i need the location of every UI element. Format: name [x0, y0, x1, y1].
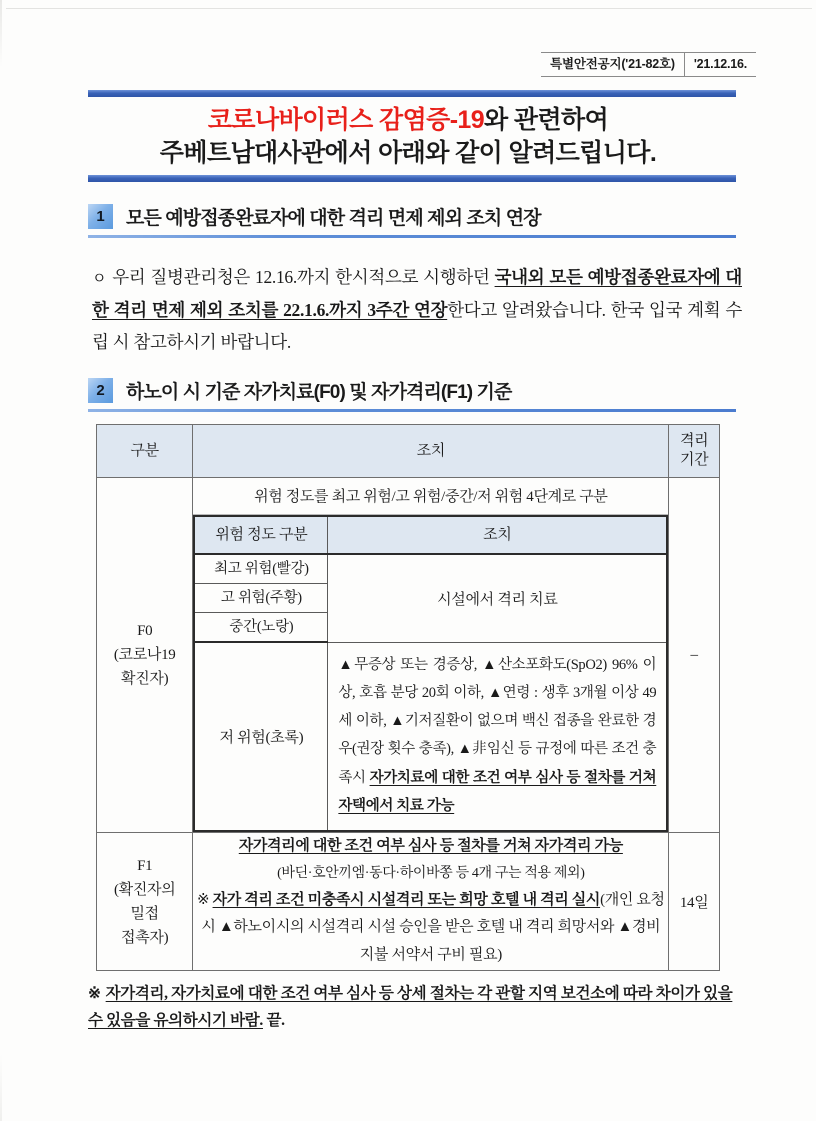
- title-rule-top: [88, 90, 736, 97]
- header-period-line1: 격리: [679, 433, 709, 450]
- risk-table-head: [194, 516, 667, 554]
- table-row: [194, 642, 667, 831]
- f1-label-line4: 접촉자): [121, 929, 169, 946]
- risk-level-high: 고 위험(주황): [194, 584, 328, 613]
- f0-label-line2: (코로나19: [113, 647, 176, 664]
- table-row: [97, 478, 720, 833]
- footnote-tail: 끝.: [266, 1012, 285, 1030]
- risk-header-level: 위험 정도 구분: [194, 516, 328, 554]
- footnote-emphasis: 자가격리, 자가치료에 대한 조건 여부 심사 등 상세 절차는 각 관할 지역 보건소에 따라 차이가 있을 수 있음을 유의하시기 바람.: [88, 985, 733, 1030]
- f1-line-1: [193, 833, 668, 861]
- title-line-1: [0, 104, 816, 137]
- low-measure-part1: ▲무증상 또는 경증상, ▲산소포화도(SpO2) 96% 이상, 호흡 분당 20회 이하, ▲연령 : 생후 3개월 이상 49세 이하, ▲기저질환이 없으며 백신 접종을 완료한 경우(권장 횟수 충족), ▲非임신 등 규정에 따른 조건 충족시: [338, 656, 657, 786]
- section-heading-1: [88, 203, 736, 238]
- scan-top-artifact: [6, 8, 812, 9]
- bullet-marker: ㅇ: [92, 271, 107, 287]
- section-1-paragraph: [92, 261, 742, 359]
- risk-level-medium: 중간(노랑): [194, 613, 328, 643]
- risk-table-body: [194, 554, 667, 831]
- risk-measure-low: [328, 642, 667, 831]
- f1-line-3-rest: (개인 요청시 ▲하노이시의 시설격리 시설 승인을 받은 호텔 내 격리 희망서와 ▲경비 지불 서약서 구비 필요): [201, 891, 665, 964]
- table-body: [97, 478, 720, 971]
- table-head: [97, 425, 720, 478]
- row-label-f1: [97, 833, 193, 971]
- section-title-1: 모든 예방접종완료자에 대한 격리 면제 제외 조치 연장: [126, 208, 541, 229]
- section-badge-2: 2: [88, 378, 113, 403]
- criteria-table: [96, 424, 720, 971]
- low-measure-emphasis: 자가치료에 대한 조건 여부 심사 등 절차를 거쳐 자택에서 치료 가능: [338, 769, 657, 814]
- row-label-f0: [97, 478, 193, 833]
- risk-header-measure: 조치: [328, 516, 667, 554]
- footnote-mark: ※: [88, 985, 101, 1002]
- f0-period: –: [669, 478, 720, 833]
- footnote: [88, 980, 748, 1034]
- title-highlight: 코로나바이러스 감염증-19: [207, 106, 485, 134]
- header-measure: 조치: [193, 425, 669, 478]
- title-rule-bottom: [88, 175, 736, 182]
- notice-header-stamp: [541, 52, 756, 77]
- section-heading-2: [88, 377, 736, 412]
- paragraph-pre: 우리 질병관리청은 12.16.까지 한시적으로 시행하던: [112, 267, 495, 287]
- title-line-2: 주베트남대사관에서 아래와 같이 알려드립니다.: [159, 138, 657, 167]
- paragraph-post: 한다고 알려왔습니다. 한국 입국 계획 수립 시 참고하시기 바랍니다.: [92, 299, 742, 353]
- table-header-row: [97, 425, 720, 478]
- f1-label-line1: F1: [137, 857, 153, 874]
- f1-line-1-emphasis: 자가격리에 대한 조건 여부 심사 등 절차를 거쳐 자가격리 가능: [238, 838, 623, 855]
- f1-measure-cell: [193, 833, 669, 971]
- header-period: [669, 425, 720, 478]
- table-row: [194, 554, 667, 584]
- f1-line-3-mark: ※: [196, 891, 210, 908]
- f1-line-2: (바딘·호안끼엠·동다·하이바쫑 등 4개 구는 적용 제외): [277, 865, 585, 881]
- f0-label-line3: 확진자): [121, 671, 169, 688]
- header-category: 구분: [97, 425, 193, 478]
- risk-level-low: 저 위험(초록): [194, 642, 328, 831]
- risk-measure-facility: 시설에서 격리 치료: [328, 554, 667, 642]
- risk-level-highest: 최고 위험(빨강): [194, 554, 328, 584]
- section-title-2: 하노이 시 기준 자가치료(F0) 및 자가격리(F1) 기준: [126, 382, 512, 403]
- notice-number: 특별안전공지('21-82호): [541, 53, 685, 76]
- risk-header-row: [194, 516, 667, 554]
- page-title: [0, 104, 816, 169]
- notice-date: '21.12.16.: [693, 57, 747, 71]
- f1-label-line2: (확진자의: [113, 881, 176, 898]
- paragraph-emphasis: 국내외 모든 예방접종완료자에 대한 격리 면제 제외 조치를 22.1.6.까지 3주간 연장: [92, 267, 742, 320]
- header-period-line2: 기간: [679, 452, 709, 468]
- f0-band-note: 위험 정도를 최고 위험/고 위험/중간/저 위험 4단계로 구분: [193, 478, 668, 515]
- section-badge-1: 1: [88, 204, 113, 229]
- f0-label-line1: F0: [137, 623, 153, 640]
- risk-level-table: [193, 515, 668, 832]
- f1-period: 14일: [669, 833, 720, 971]
- criteria-table-wrapper: [96, 424, 720, 971]
- title-line-1-rest: 와 관련하여: [484, 106, 609, 134]
- f1-line-3-emphasis: 자가 격리 조건 미충족시 시설격리 또는 희망 호텔 내 격리 실시: [212, 891, 601, 908]
- table-row: [97, 833, 720, 971]
- f0-measure-cell: [193, 478, 669, 833]
- f1-label-line3: 밀접: [130, 905, 159, 922]
- f1-line-3: [193, 887, 668, 970]
